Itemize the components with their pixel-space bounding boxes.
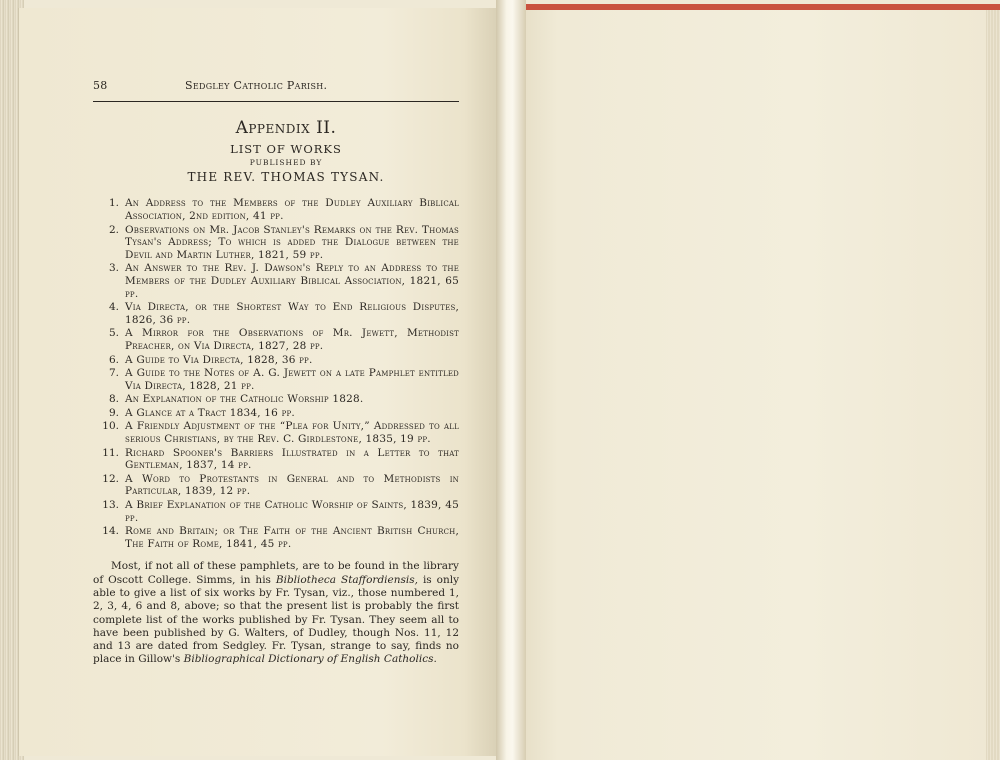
work-item	[93, 407, 459, 420]
closing-paragraph	[93, 560, 459, 666]
work-item	[93, 473, 459, 498]
work-item	[93, 301, 459, 326]
work-title: Observations on Mr. Jacob Stanley's Remarks on the Rev. Thomas Tysan's Address; To which is added the Dialogue between the Devil and Martin Luther, 1821, 59 pp.	[125, 223, 459, 261]
work-title: A Mirror for the Observations of Mr. Jewett, Methodist Preacher, on Via Directa, 1827, 28 pp.	[125, 327, 459, 352]
page-number: 58	[93, 79, 108, 92]
work-item	[93, 447, 459, 472]
book-gutter	[496, 0, 526, 760]
work-title: A Friendly Adjustment of the “Plea for Unity,” Addressed to all serious Christians, by the Rev. C. Girdlestone, 1835, 19 pp.	[125, 420, 459, 446]
work-title: Richard Spooner's Barriers Illustrated in a Letter to that Gentleman, 1837, 14 pp.	[125, 446, 459, 472]
paragraph-text: Most, if not all of these pamphlets, are to be found in the library of Oscott College. Simms, in his	[93, 560, 459, 586]
work-title: An Address to the Members of the Dudley Auxiliary Biblical Association, 2nd edition, 41 pp.	[125, 197, 459, 222]
work-item	[93, 224, 459, 262]
work-title: An Answer to the Rev. J. Dawson's Reply to an Address to the Members of the Dudley Auxiliary Biblical Association, 1821, 65 pp.	[125, 262, 459, 300]
appendix-title: Appendix II.	[235, 118, 337, 138]
work-number: 10.	[102, 420, 119, 433]
work-title: A Word to Protestants in General and to Methodists in Particular, 1839, 12 pp.	[125, 472, 459, 498]
works-list	[93, 197, 459, 550]
work-title: An Explanation of the Catholic Worship 1828.	[125, 393, 364, 406]
work-number: 6.	[108, 353, 119, 366]
work-item	[93, 393, 459, 406]
work-title: Via Directa, or the Shortest Way to End Religious Disputes, 1826, 36 pp.	[125, 301, 459, 326]
work-item	[93, 197, 459, 222]
work-number: 8.	[108, 393, 119, 406]
right-blank-page	[520, 10, 992, 760]
work-number: 1.	[108, 197, 119, 210]
paragraph-text: is only able to give a list of six works by Fr. Tysan, viz., those numbered 1, 2, 3, 4, 6 and 8, above; so that the present list is probably the first complete list of the works published by Fr. Tysan. They seem all to have been published by G. Walters, of Dudley, though Nos. 11, 12 and 13 are dated from Sedgley. Fr. Tysan, strange to say, finds no place in Gillow's	[93, 573, 460, 666]
work-number: 14.	[102, 525, 119, 538]
work-title: A Guide to the Notes of A. G. Jewett on a late Pamphlet entitled Via Directa, 1828, 21 pp.	[125, 367, 459, 392]
work-number: 2.	[108, 223, 119, 236]
work-item	[93, 367, 459, 392]
work-item	[93, 327, 459, 352]
work-number: 11.	[102, 446, 119, 459]
paragraph-italic-title: Bibliographical Dictionary of English Catholics	[183, 653, 434, 666]
page-text-block	[93, 80, 459, 677]
author-name: THE REV. THOMAS TYSAN.	[187, 169, 385, 184]
work-title: Rome and Britain; or The Faith of the Ancient British Church, The Faith of Rome, 1841, 45 pp.	[125, 525, 459, 550]
work-item	[93, 525, 459, 550]
work-number: 5.	[108, 327, 119, 340]
paragraph-italic-title: Bibliotheca Staffordiensis,	[275, 573, 418, 586]
list-title: LIST OF WORKS	[230, 141, 342, 156]
work-title: A Glance at a Tract 1834, 16 pp.	[125, 406, 295, 419]
work-number: 9.	[108, 406, 119, 419]
published-by: PUBLISHED BY	[249, 158, 323, 168]
work-number: 7.	[108, 367, 119, 380]
paragraph-text: .	[433, 653, 437, 666]
work-item	[93, 499, 459, 524]
work-number: 13.	[102, 499, 119, 512]
work-item	[93, 354, 459, 367]
work-item	[93, 262, 459, 300]
running-head	[93, 80, 459, 102]
work-number: 4.	[108, 301, 119, 314]
running-head-title: Sedgley Catholic Parish.	[185, 79, 328, 92]
work-number: 12.	[102, 472, 119, 485]
work-title: A Brief Explanation of the Catholic Worship of Saints, 1839, 45 pp.	[125, 499, 459, 524]
right-page-edges	[986, 10, 1000, 760]
work-item	[93, 420, 459, 445]
work-title: A Guide to Via Directa, 1828, 36 pp.	[125, 353, 313, 366]
work-number: 3.	[108, 262, 119, 275]
